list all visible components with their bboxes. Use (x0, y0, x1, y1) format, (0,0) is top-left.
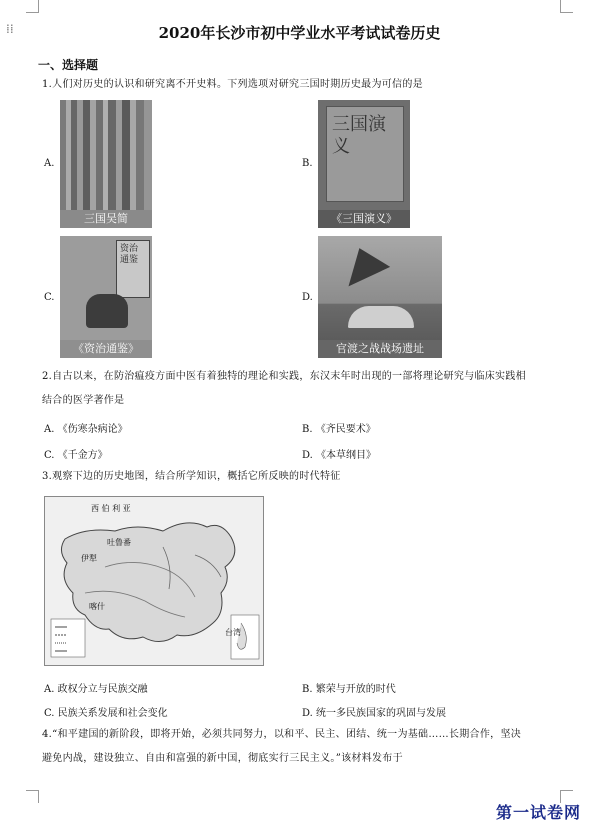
q1-option-c-letter: C. (44, 292, 55, 303)
q2-option-c: C. 《千金方》 (44, 450, 108, 461)
section-heading: 一、选择题 (38, 58, 99, 72)
q1-option-b-letter: B. (302, 158, 313, 169)
q3-option-d: D. 统一多民族国家的巩固与发展 (302, 708, 447, 719)
q1-stem: 1.人们对历史的认识和研究离不开史料。下列选项对研究三国时期历史最为可信的是 (42, 79, 423, 90)
q1-option-a-letter: A. (44, 158, 55, 169)
brand-watermark: 第一试卷网 (495, 803, 581, 822)
q2-stem-line2: 结合的医学著作是 (42, 395, 125, 406)
q2-option-d: D. 《本草纲目》 (302, 450, 377, 461)
q1-option-c-caption: 《资治通鉴》 (60, 340, 152, 358)
map-label-siberia: 西 伯 利 亚 (91, 504, 131, 513)
map-label-taiwan: 台湾 (225, 628, 241, 637)
q1-option-c-cover-text: 资治通鉴 (120, 244, 139, 265)
flag-icon (336, 240, 390, 287)
crop-mark-top-left (26, 0, 39, 13)
crop-mark-top-right (560, 0, 573, 13)
drag-handle-icon[interactable]: ⁞⁞ (6, 22, 14, 36)
q2-stem-line1: 2.自古以来，在防治瘟疫方面中医有着独特的理论和实践，东汉末年时出现的一部将理论研究与临床实践相 (42, 371, 526, 382)
q1-option-b-cover-text: 三国演义 (332, 114, 386, 157)
q3-option-b: B. 繁荣与开放的时代 (302, 684, 396, 695)
q3-option-c: C. 民族关系发展和社会变化 (44, 708, 168, 719)
crop-mark-bottom-left (26, 790, 39, 803)
q1-option-b-caption: 《三国演义》 (318, 210, 410, 228)
q3-historical-map (44, 496, 264, 666)
map-label-kashgar: 喀什 (89, 602, 105, 611)
map-label-turpan: 吐鲁番 (107, 538, 131, 547)
q1-option-a-image (60, 100, 152, 228)
yurt-tent-icon (348, 306, 414, 328)
q1-option-a-caption: 三国吴简 (60, 210, 152, 228)
china-map-icon (45, 497, 263, 665)
q2-option-a: A. 《伤寒杂病论》 (44, 424, 128, 435)
q1-option-d-caption: 官渡之战战场遗址 (318, 340, 442, 358)
q1-option-b-image (318, 100, 410, 228)
bronze-vessel-icon (86, 294, 128, 328)
map-label-yili: 伊犁 (81, 554, 97, 563)
page-title: 2020年长沙市初中学业水平考试试卷历史 (158, 24, 441, 42)
q2-option-b: B. 《齐民要术》 (302, 424, 376, 435)
q1-option-d-image (318, 236, 442, 358)
q3-option-a: A. 政权分立与民族交融 (44, 684, 148, 695)
q3-stem: 3.观察下边的历史地图，结合所学知识，概括它所反映的时代特征 (42, 471, 341, 482)
q1-option-d-letter: D. (302, 292, 313, 303)
q1-option-c-image (60, 236, 152, 358)
q4-stem-line2: 避免内战，建设独立、自由和富强的新中国，彻底实行三民主义。”该材料发布于 (42, 753, 403, 764)
q4-stem-line1: 4.“和平建国的新阶段，即将开始，必须共同努力，以和平、民主、团结、统一为基础……长期合作，坚决 (42, 729, 522, 740)
